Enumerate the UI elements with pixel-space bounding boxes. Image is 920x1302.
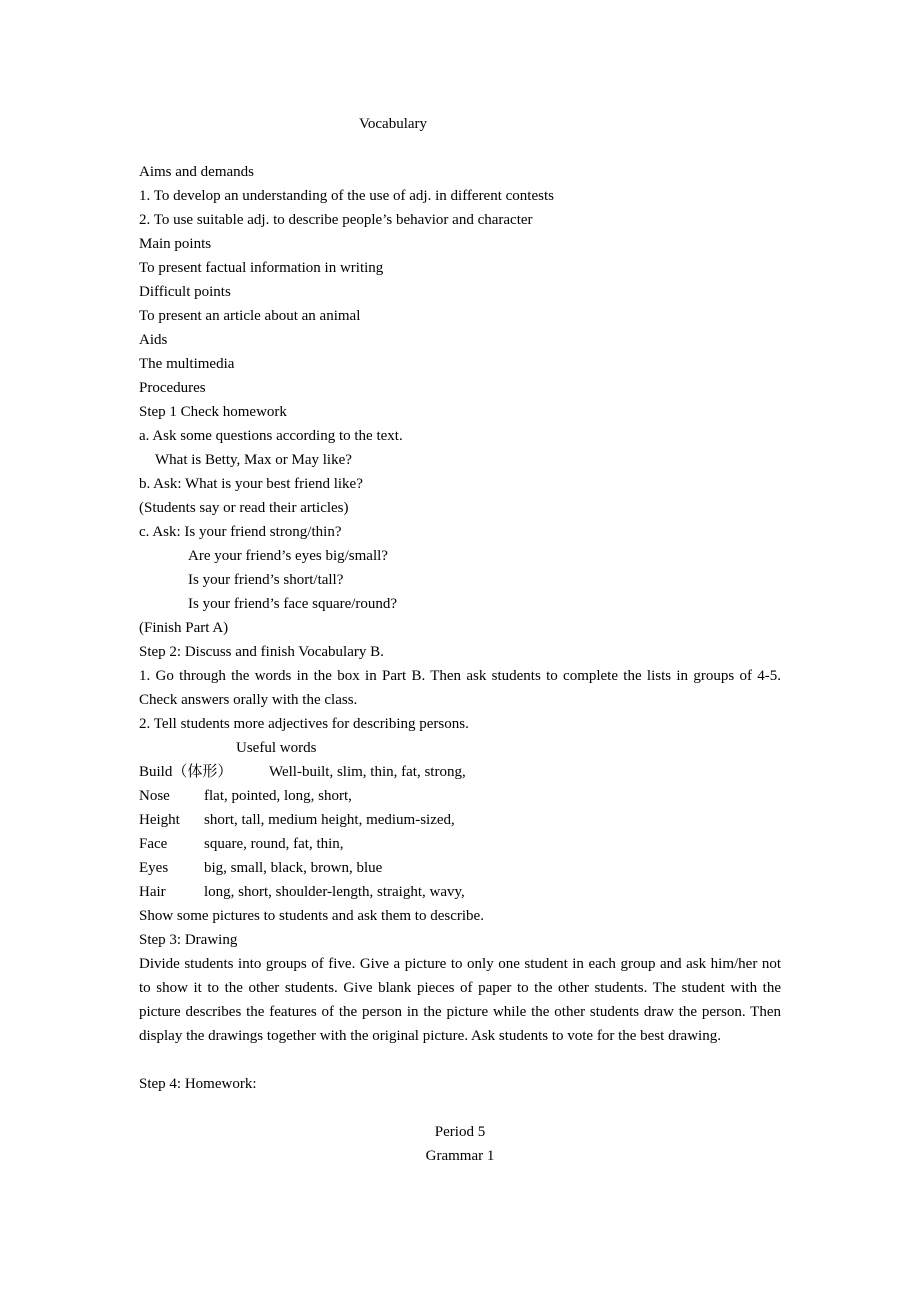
word-row xyxy=(139,880,166,904)
word-values: short, tall, medium height, medium-sized, xyxy=(204,812,455,828)
step1-item-a: a. Ask some questions according to the text. xyxy=(139,428,403,444)
step2-paragraph-1: 1. Go through the words in the box in Part B. Then ask students to complete the lists in groups of 4-5. Check answers orally with the class. xyxy=(139,668,781,708)
period-heading: Period 5 xyxy=(434,1124,486,1140)
aids-heading: Aids xyxy=(139,332,168,348)
main-points-text: To present factual information in writing xyxy=(139,260,384,276)
word-label: Eyes xyxy=(139,860,169,876)
word-values: flat, pointed, long, short, xyxy=(204,788,352,804)
aim-item: 2. To use suitable adj. to describe people’s behavior and character xyxy=(139,212,533,228)
step1-item-c: c. Ask: Is your friend strong/thin? xyxy=(139,524,342,540)
aids-text: The multimedia xyxy=(139,356,235,372)
step2-heading: Step 2: Discuss and finish Vocabulary B. xyxy=(139,644,384,660)
aims-heading: Aims and demands xyxy=(139,164,254,180)
step1-item-c-question: Is your friend’s face square/round? xyxy=(188,596,398,612)
main-points-heading: Main points xyxy=(139,236,212,252)
word-values: long, short, shoulder-length, straight, wavy, xyxy=(204,884,465,900)
word-row xyxy=(139,832,167,856)
step3-heading: Step 3: Drawing xyxy=(139,932,238,948)
step4-heading: Step 4: Homework: xyxy=(139,1076,257,1092)
step1-item-b-note: (Students say or read their articles) xyxy=(139,500,349,516)
step1-item-c-question: Is your friend’s short/tall? xyxy=(188,572,344,588)
step2-show-pictures: Show some pictures to students and ask them to describe. xyxy=(139,908,484,924)
word-row xyxy=(139,856,168,880)
step1-item-c-question: Are your friend’s eyes big/small? xyxy=(188,548,388,564)
word-label: Face xyxy=(139,836,168,852)
difficult-points-heading: Difficult points xyxy=(139,284,231,300)
step3-paragraph: Divide students into groups of five. Give a picture to only one student in each group and ask him/her not to show it to the other students. Give blank pieces of paper to the other students. The student with the picture describes the features of the person in the picture while the other students draw the person. Then display the drawings together with the original picture. Ask students to vote for the best drawing. xyxy=(139,956,781,1044)
word-label: Nose xyxy=(139,788,170,804)
word-label: Hair xyxy=(139,884,166,900)
word-row xyxy=(139,808,180,832)
step1-finish-note: (Finish Part A) xyxy=(139,620,229,636)
step1-item-b: b. Ask: What is your best friend like? xyxy=(139,476,363,492)
next-section-title: Grammar 1 xyxy=(425,1148,495,1164)
word-row xyxy=(139,760,232,784)
aim-item: 1. To develop an understanding of the use of adj. in different contests xyxy=(139,188,554,204)
word-label: Height xyxy=(139,812,180,828)
useful-words-heading: Useful words xyxy=(236,740,317,756)
step2-paragraph-2: 2. Tell students more adjectives for describing persons. xyxy=(139,716,469,732)
word-values: square, round, fat, thin, xyxy=(204,836,344,852)
word-values: big, small, black, brown, blue xyxy=(204,860,383,876)
word-values: Well-built, slim, thin, fat, strong, xyxy=(269,764,466,780)
page-title: Vocabulary xyxy=(359,116,428,132)
procedures-heading: Procedures xyxy=(139,380,206,396)
step1-heading: Step 1 Check homework xyxy=(139,404,287,420)
difficult-points-text: To present an article about an animal xyxy=(139,308,361,324)
step1-item-a-question: What is Betty, Max or May like? xyxy=(155,452,352,468)
word-label: Build（体形） xyxy=(139,764,233,780)
word-row xyxy=(139,784,170,808)
